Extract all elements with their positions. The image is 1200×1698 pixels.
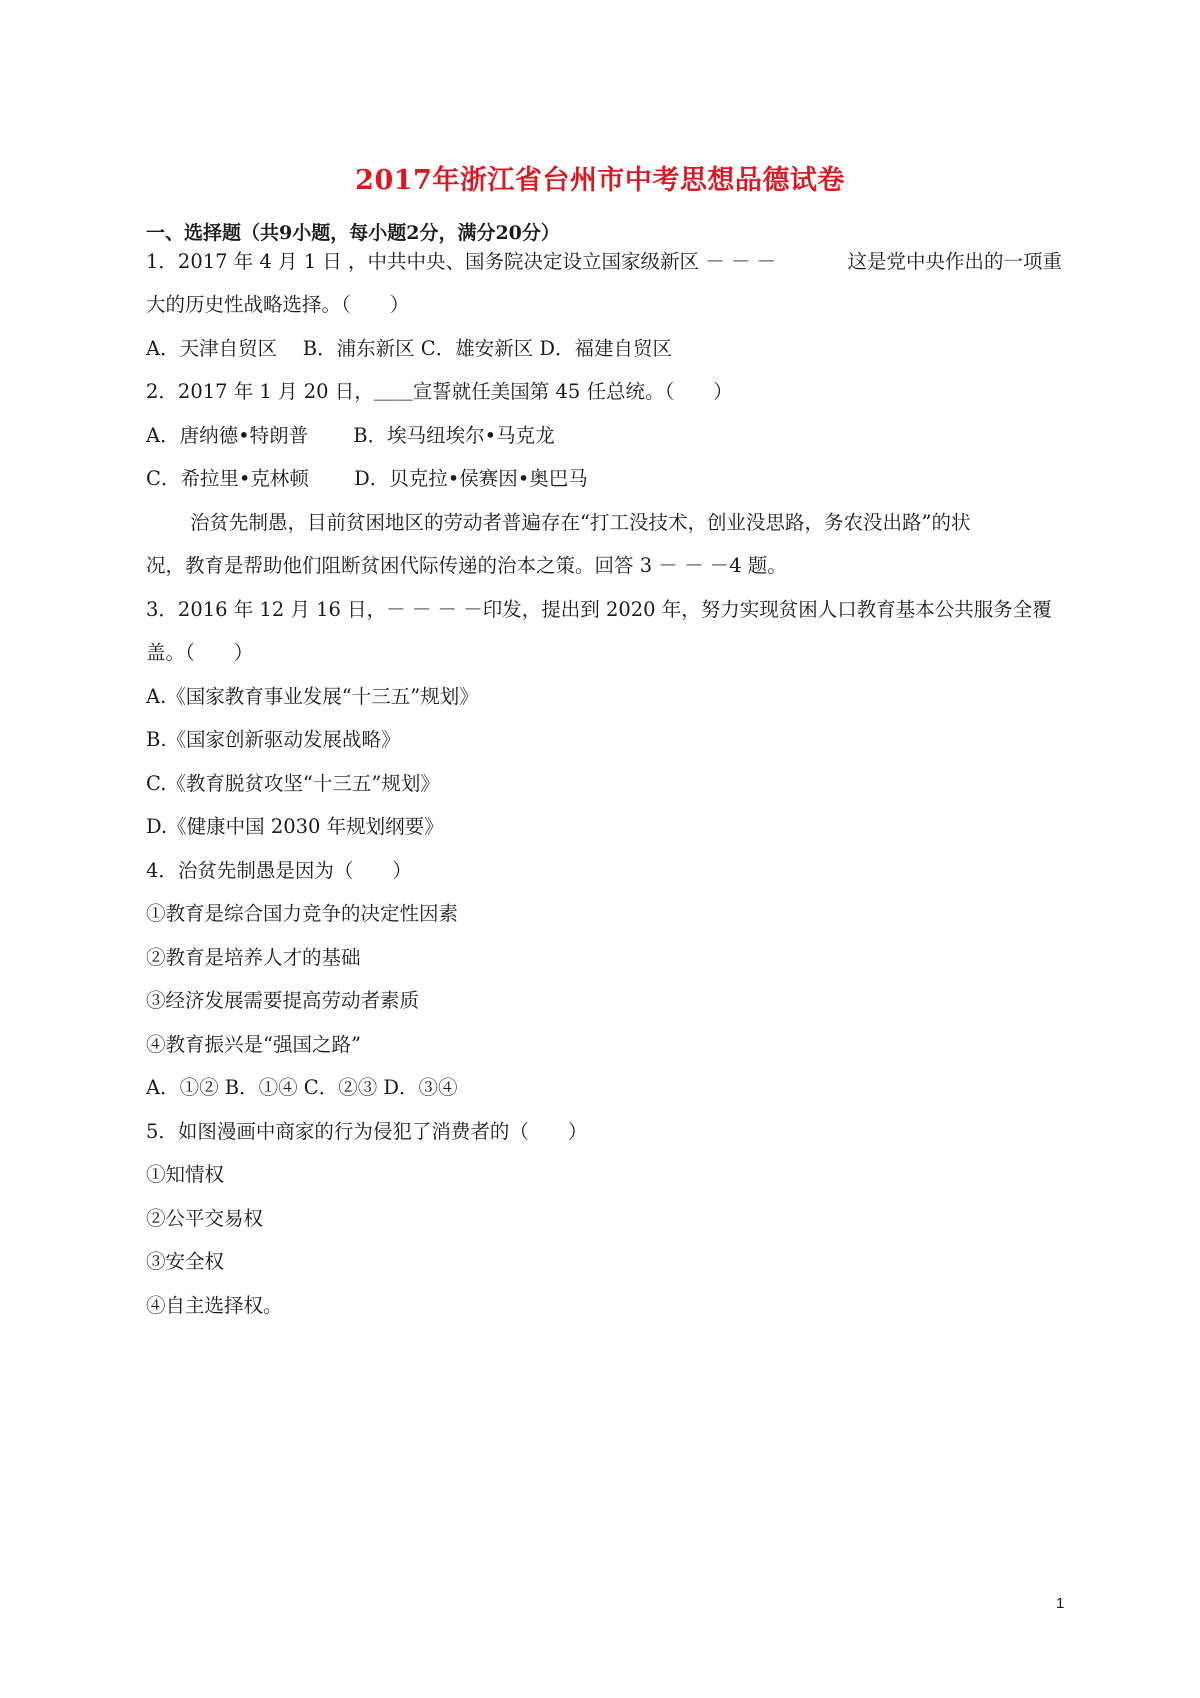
question-1-options: A．天津自贸区 B．浦东新区 C．雄安新区 D．福建自贸区 [146, 337, 673, 360]
question-1-line-2: 大的历史性战略选择。（ ） [146, 293, 410, 316]
question-3-option-c: C.《教育脱贫攻坚“十三五”规划》 [146, 772, 440, 795]
question-3-line-2: 盖。（ ） [146, 641, 254, 664]
page-title: 2017年浙江省台州市中考思想品德试卷 [355, 165, 845, 196]
question-2-options-row-1: A．唐纳德•特朗普 B．埃马纽埃尔•马克龙 [146, 424, 555, 447]
question-4-options: A．①② B．①④ C．②③ D．③④ [146, 1076, 458, 1099]
section-heading: 一、选择题（共9小题，每小题2分，满分20分） [146, 222, 560, 244]
question-4-item-4: ④教育振兴是“强国之路” [146, 1033, 361, 1056]
question-3-line-1: 3．2016 年 12 月 16 日，－ － － －印发，提出到 2020 年，努力实现贫困人口教育基本公共服务全覆 [146, 598, 1052, 621]
question-3-option-a: A.《国家教育事业发展“十三五”规划》 [146, 685, 479, 708]
question-4-item-2: ②教育是培养人才的基础 [146, 946, 361, 969]
question-2-options-row-2: C．希拉里•克林顿 D．贝克拉•侯赛因•奥巴马 [146, 467, 588, 490]
passage-line-1: 治贫先制愚，目前贫困地区的劳动者普遍存在“打工没技术，创业没思路，务农没出路”的状 [190, 511, 971, 534]
question-5-item-3: ③安全权 [146, 1250, 225, 1273]
question-1-stem-left: 1．2017 年 4 月 1 日 ，中共中央、国务院决定设立国家级新区 － － － [146, 250, 777, 273]
question-5-item-4: ④自主选择权。 [146, 1294, 283, 1317]
question-4-item-3: ③经济发展需要提高劳动者素质 [146, 989, 420, 1012]
question-5-item-2: ②公平交易权 [146, 1207, 264, 1230]
question-3-option-b: B.《国家创新驱动发展战略》 [146, 728, 401, 751]
question-1-line-1 [146, 246, 1062, 274]
passage-line-2: 况，教育是帮助他们阻断贫困代际传递的治本之策。回答 3 － － －4 题。 [146, 554, 787, 577]
question-5-item-1: ①知情权 [146, 1163, 225, 1186]
question-4-item-1: ①教育是综合国力竞争的决定性因素 [146, 902, 459, 925]
question-3-option-d: D.《健康中国 2030 年规划纲要》 [146, 815, 444, 838]
page-number: 1 [1056, 1595, 1065, 1612]
question-1-stem-right: 这是党中央作出的一项重 [847, 250, 1062, 273]
question-5-stem: 5．如图漫画中商家的行为侵犯了消费者的（ ） [146, 1120, 588, 1143]
question-4-stem: 4．治贫先制愚是因为（ ） [146, 859, 412, 882]
question-2-stem: 2．2017 年 1 月 20 日，＿＿宣誓就任美国第 45 任总统。（ ） [146, 380, 733, 403]
